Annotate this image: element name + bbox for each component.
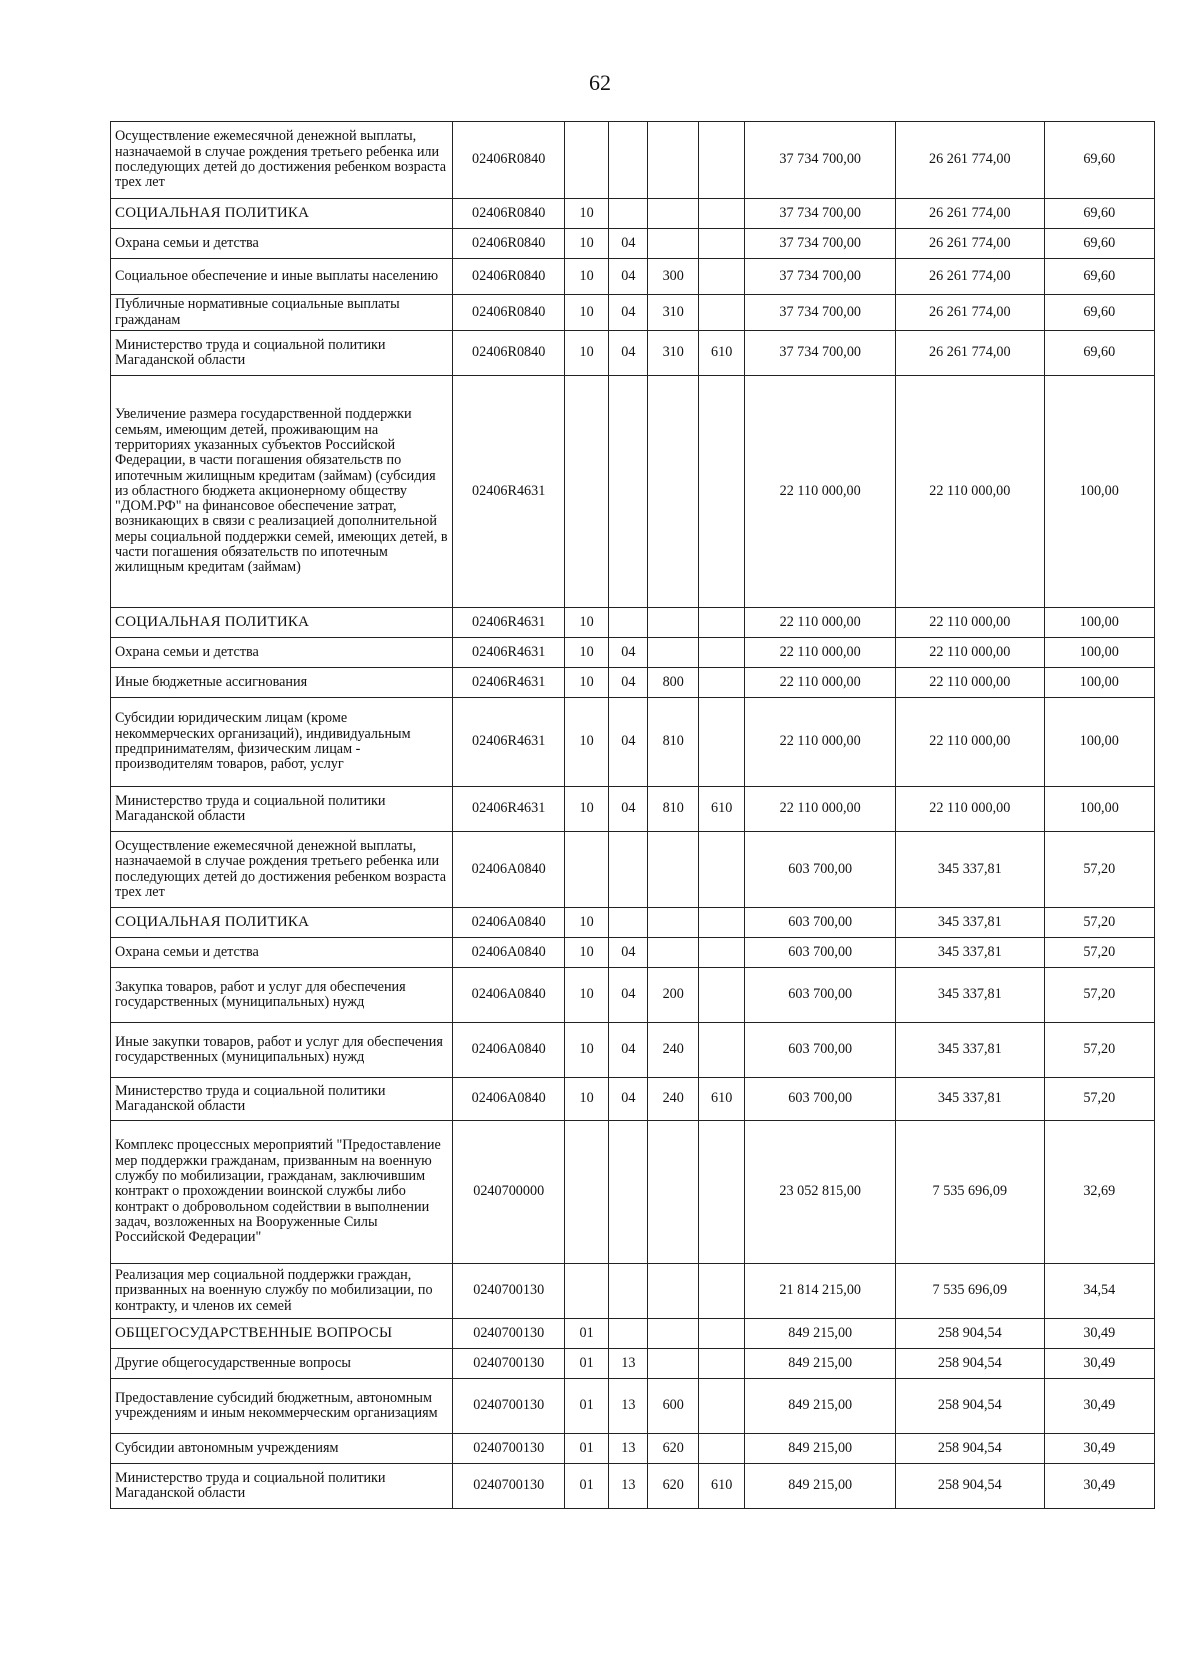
planned-amount: 849 215,00 [745, 1379, 896, 1434]
section-code [564, 376, 608, 608]
executed-amount: 258 904,54 [896, 1349, 1045, 1379]
subsection-code [609, 122, 648, 199]
execution-percent: 100,00 [1044, 608, 1154, 638]
executed-amount: 7 535 696,09 [896, 1121, 1045, 1264]
expense-type-code [648, 199, 699, 229]
execution-percent: 30,49 [1044, 1464, 1154, 1509]
expense-type-code [648, 638, 699, 668]
planned-amount: 37 734 700,00 [745, 259, 896, 295]
table-body [111, 122, 1155, 1509]
executed-amount: 345 337,81 [896, 968, 1045, 1023]
target-article-code: 02406R4631 [453, 668, 564, 698]
row-name-cell: Охрана семьи и детства [111, 229, 453, 259]
target-article-code: 02406A0840 [453, 832, 564, 908]
expense-type-code [648, 1349, 699, 1379]
subsection-code: 04 [609, 787, 648, 832]
target-article-code: 0240700000 [453, 1121, 564, 1264]
administrator-code [698, 1121, 744, 1264]
subsection-code: 04 [609, 638, 648, 668]
expense-type-code: 310 [648, 295, 699, 331]
subsection-code [609, 376, 648, 608]
execution-percent: 69,60 [1044, 295, 1154, 331]
subsection-code: 04 [609, 295, 648, 331]
target-article-code: 02406R0840 [453, 199, 564, 229]
section-code: 01 [564, 1319, 608, 1349]
section-code: 10 [564, 938, 608, 968]
section-code: 10 [564, 1023, 608, 1078]
subsection-code [609, 608, 648, 638]
table-row [111, 122, 1155, 199]
page-number: 62 [589, 70, 611, 95]
row-name-cell: Субсидии автономным учреждениям [111, 1434, 453, 1464]
expense-type-code: 200 [648, 968, 699, 1023]
expense-type-code [648, 122, 699, 199]
table-row [111, 229, 1155, 259]
section-code: 10 [564, 229, 608, 259]
planned-amount: 603 700,00 [745, 832, 896, 908]
section-code: 01 [564, 1464, 608, 1509]
expense-type-code [648, 1121, 699, 1264]
planned-amount: 603 700,00 [745, 968, 896, 1023]
subsection-code [609, 199, 648, 229]
subsection-code: 13 [609, 1379, 648, 1434]
section-code: 10 [564, 1078, 608, 1121]
expense-type-code: 600 [648, 1379, 699, 1434]
section-code: 10 [564, 295, 608, 331]
executed-amount: 26 261 774,00 [896, 229, 1045, 259]
section-code [564, 832, 608, 908]
row-name-cell: Министерство труда и социальной политики Магаданской области [111, 1464, 453, 1509]
subsection-code [609, 908, 648, 938]
target-article-code: 02406R0840 [453, 259, 564, 295]
execution-percent: 30,49 [1044, 1379, 1154, 1434]
subsection-code: 04 [609, 938, 648, 968]
expense-type-code: 620 [648, 1464, 699, 1509]
section-code: 10 [564, 968, 608, 1023]
executed-amount: 22 110 000,00 [896, 608, 1045, 638]
subsection-code: 13 [609, 1434, 648, 1464]
execution-percent: 57,20 [1044, 1078, 1154, 1121]
planned-amount: 21 814 215,00 [745, 1264, 896, 1319]
subsection-code: 04 [609, 259, 648, 295]
target-article-code: 02406R4631 [453, 638, 564, 668]
executed-amount: 258 904,54 [896, 1464, 1045, 1509]
administrator-code [698, 1379, 744, 1434]
row-name-cell: Закупка товаров, работ и услуг для обеспечения государственных (муниципальных) нужд [111, 968, 453, 1023]
row-name-cell: СОЦИАЛЬНАЯ ПОЛИТИКА [111, 199, 453, 229]
table-row [111, 832, 1155, 908]
row-name-cell: Иные закупки товаров, работ и услуг для обеспечения государственных (муниципальных) нужд [111, 1023, 453, 1078]
section-code: 10 [564, 199, 608, 229]
execution-percent: 57,20 [1044, 832, 1154, 908]
section-code: 01 [564, 1379, 608, 1434]
table-row [111, 787, 1155, 832]
planned-amount: 22 110 000,00 [745, 376, 896, 608]
execution-percent: 69,60 [1044, 331, 1154, 376]
planned-amount: 37 734 700,00 [745, 295, 896, 331]
row-name-cell: Другие общегосударственные вопросы [111, 1349, 453, 1379]
planned-amount: 22 110 000,00 [745, 638, 896, 668]
planned-amount: 22 110 000,00 [745, 668, 896, 698]
executed-amount: 26 261 774,00 [896, 122, 1045, 199]
administrator-code [698, 199, 744, 229]
expense-type-code [648, 832, 699, 908]
administrator-code [698, 968, 744, 1023]
execution-percent: 100,00 [1044, 698, 1154, 787]
subsection-code [609, 832, 648, 908]
table-row [111, 1464, 1155, 1509]
row-name-cell: Осуществление ежемесячной денежной выплаты, назначаемой в случае рождения третьего ребенка или последующих детей до достижения ребенком возраста трех лет [111, 122, 453, 199]
expense-type-code [648, 908, 699, 938]
subsection-code: 04 [609, 1078, 648, 1121]
executed-amount: 345 337,81 [896, 938, 1045, 968]
expense-type-code: 310 [648, 331, 699, 376]
subsection-code: 13 [609, 1464, 648, 1509]
administrator-code: 610 [698, 1078, 744, 1121]
expense-type-code [648, 1319, 699, 1349]
executed-amount: 345 337,81 [896, 1023, 1045, 1078]
execution-percent: 57,20 [1044, 908, 1154, 938]
expense-type-code [648, 376, 699, 608]
table-row [111, 968, 1155, 1023]
administrator-code [698, 698, 744, 787]
target-article-code: 02406R0840 [453, 295, 564, 331]
administrator-code [698, 608, 744, 638]
target-article-code: 0240700130 [453, 1264, 564, 1319]
execution-percent: 100,00 [1044, 787, 1154, 832]
executed-amount: 258 904,54 [896, 1319, 1045, 1349]
execution-percent: 32,69 [1044, 1121, 1154, 1264]
planned-amount: 603 700,00 [745, 1078, 896, 1121]
administrator-code: 610 [698, 331, 744, 376]
table-row [111, 295, 1155, 331]
administrator-code [698, 229, 744, 259]
row-name-cell: Социальное обеспечение и иные выплаты населению [111, 259, 453, 295]
table-row [111, 1078, 1155, 1121]
administrator-code [698, 1434, 744, 1464]
row-name-cell: ОБЩЕГОСУДАРСТВЕННЫЕ ВОПРОСЫ [111, 1319, 453, 1349]
execution-percent: 100,00 [1044, 638, 1154, 668]
section-code [564, 1264, 608, 1319]
execution-percent: 30,49 [1044, 1434, 1154, 1464]
row-name-cell: Министерство труда и социальной политики Магаданской области [111, 787, 453, 832]
administrator-code [698, 1349, 744, 1379]
section-code: 10 [564, 638, 608, 668]
row-name-cell: Иные бюджетные ассигнования [111, 668, 453, 698]
administrator-code [698, 638, 744, 668]
execution-percent: 57,20 [1044, 938, 1154, 968]
row-name-cell: Министерство труда и социальной политики Магаданской области [111, 1078, 453, 1121]
target-article-code: 02406R0840 [453, 122, 564, 199]
planned-amount: 22 110 000,00 [745, 787, 896, 832]
section-code: 01 [564, 1434, 608, 1464]
table-row [111, 1121, 1155, 1264]
executed-amount: 22 110 000,00 [896, 376, 1045, 608]
target-article-code: 02406A0840 [453, 968, 564, 1023]
execution-percent: 69,60 [1044, 229, 1154, 259]
administrator-code [698, 938, 744, 968]
row-name-cell: Осуществление ежемесячной денежной выплаты, назначаемой в случае рождения третьего ребенка или последующих детей до достижения ребенком возраста трех лет [111, 832, 453, 908]
row-name-cell: Охрана семьи и детства [111, 938, 453, 968]
subsection-code: 13 [609, 1349, 648, 1379]
row-name-cell: Реализация мер социальной поддержки граждан, призванных на военную службу по мобилизации, по контракту, и членов их семей [111, 1264, 453, 1319]
planned-amount: 849 215,00 [745, 1319, 896, 1349]
section-code: 10 [564, 668, 608, 698]
table-row [111, 1434, 1155, 1464]
expense-type-code: 240 [648, 1023, 699, 1078]
planned-amount: 603 700,00 [745, 1023, 896, 1078]
administrator-code [698, 908, 744, 938]
target-article-code: 0240700130 [453, 1379, 564, 1434]
target-article-code: 02406R4631 [453, 787, 564, 832]
section-code: 10 [564, 787, 608, 832]
target-article-code: 0240700130 [453, 1464, 564, 1509]
executed-amount: 26 261 774,00 [896, 295, 1045, 331]
target-article-code: 02406A0840 [453, 1023, 564, 1078]
executed-amount: 26 261 774,00 [896, 259, 1045, 295]
executed-amount: 345 337,81 [896, 1078, 1045, 1121]
target-article-code: 02406R4631 [453, 698, 564, 787]
planned-amount: 849 215,00 [745, 1464, 896, 1509]
expense-type-code: 240 [648, 1078, 699, 1121]
table-row [111, 1379, 1155, 1434]
table-row [111, 668, 1155, 698]
subsection-code: 04 [609, 1023, 648, 1078]
table-row [111, 908, 1155, 938]
table-row [111, 259, 1155, 295]
target-article-code: 0240700130 [453, 1319, 564, 1349]
subsection-code: 04 [609, 229, 648, 259]
executed-amount: 22 110 000,00 [896, 787, 1045, 832]
planned-amount: 849 215,00 [745, 1349, 896, 1379]
table-row [111, 1319, 1155, 1349]
administrator-code [698, 259, 744, 295]
executed-amount: 26 261 774,00 [896, 331, 1045, 376]
subsection-code: 04 [609, 668, 648, 698]
planned-amount: 849 215,00 [745, 1434, 896, 1464]
executed-amount: 22 110 000,00 [896, 698, 1045, 787]
planned-amount: 37 734 700,00 [745, 199, 896, 229]
administrator-code [698, 1319, 744, 1349]
administrator-code [698, 1023, 744, 1078]
expense-type-code [648, 938, 699, 968]
row-name-cell: Предоставление субсидий бюджетным, автономным учреждениям и иным некоммерческим организациям [111, 1379, 453, 1434]
execution-percent: 30,49 [1044, 1319, 1154, 1349]
expense-type-code: 300 [648, 259, 699, 295]
planned-amount: 37 734 700,00 [745, 331, 896, 376]
administrator-code [698, 1264, 744, 1319]
table-row [111, 1349, 1155, 1379]
expense-type-code: 810 [648, 698, 699, 787]
row-name-cell: Министерство труда и социальной политики Магаданской области [111, 331, 453, 376]
subsection-code [609, 1121, 648, 1264]
administrator-code: 610 [698, 787, 744, 832]
execution-percent: 57,20 [1044, 968, 1154, 1023]
execution-percent: 57,20 [1044, 1023, 1154, 1078]
table-row [111, 1264, 1155, 1319]
expense-type-code: 800 [648, 668, 699, 698]
subsection-code [609, 1264, 648, 1319]
execution-percent: 100,00 [1044, 668, 1154, 698]
target-article-code: 02406A0840 [453, 908, 564, 938]
row-name-cell: СОЦИАЛЬНАЯ ПОЛИТИКА [111, 608, 453, 638]
planned-amount: 22 110 000,00 [745, 608, 896, 638]
row-name-cell: Охрана семьи и детства [111, 638, 453, 668]
executed-amount: 345 337,81 [896, 908, 1045, 938]
budget-table [110, 121, 1155, 1509]
section-code [564, 122, 608, 199]
table-row [111, 938, 1155, 968]
section-code: 10 [564, 908, 608, 938]
administrator-code [698, 122, 744, 199]
row-name-cell: Комплекс процессных мероприятий "Предоставление мер поддержки гражданам, призванным на военную службу по мобилизации, гражданам, заключившим контракт о прохождении воинской службы либо контракт о добровольном содействии в выполнении задач, возложенных на Вооруженные Силы Российской Федерации" [111, 1121, 453, 1264]
subsection-code: 04 [609, 698, 648, 787]
section-code: 10 [564, 608, 608, 638]
executed-amount: 258 904,54 [896, 1434, 1045, 1464]
planned-amount: 23 052 815,00 [745, 1121, 896, 1264]
administrator-code [698, 376, 744, 608]
administrator-code [698, 668, 744, 698]
table-row [111, 199, 1155, 229]
row-name-cell: СОЦИАЛЬНАЯ ПОЛИТИКА [111, 908, 453, 938]
expense-type-code [648, 608, 699, 638]
target-article-code: 02406R0840 [453, 331, 564, 376]
table-row [111, 638, 1155, 668]
target-article-code: 0240700130 [453, 1349, 564, 1379]
planned-amount: 22 110 000,00 [745, 698, 896, 787]
target-article-code: 02406R4631 [453, 376, 564, 608]
executed-amount: 26 261 774,00 [896, 199, 1045, 229]
row-name-cell: Увеличение размера государственной поддержки семьям, имеющим детей, проживающим на территориях указанных субъектов Российской Федерации, в части погашения обязательств по ипотечным жилищным кредитам (займам) (субсидия из областного бюджета акционерному обществу "ДОМ.РФ" на финансовое обеспечение затрат, возникающих в связи с реализацией дополнительной меры социальной поддержки семей, имеющих детей, в части погашения обязательств по ипотечным жилищным кредитам (займам) [111, 376, 453, 608]
planned-amount: 603 700,00 [745, 908, 896, 938]
executed-amount: 7 535 696,09 [896, 1264, 1045, 1319]
execution-percent: 69,60 [1044, 259, 1154, 295]
subsection-code: 04 [609, 968, 648, 1023]
planned-amount: 603 700,00 [745, 938, 896, 968]
planned-amount: 37 734 700,00 [745, 229, 896, 259]
target-article-code: 02406R4631 [453, 608, 564, 638]
executed-amount: 345 337,81 [896, 832, 1045, 908]
row-name-cell: Публичные нормативные социальные выплаты гражданам [111, 295, 453, 331]
target-article-code: 0240700130 [453, 1434, 564, 1464]
administrator-code [698, 295, 744, 331]
execution-percent: 100,00 [1044, 376, 1154, 608]
row-name-cell: Субсидии юридическим лицам (кроме некоммерческих организаций), индивидуальным предпринимателям, физическим лицам - производителям товаров, работ, услуг [111, 698, 453, 787]
expense-type-code: 810 [648, 787, 699, 832]
expense-type-code: 620 [648, 1434, 699, 1464]
target-article-code: 02406A0840 [453, 1078, 564, 1121]
executed-amount: 22 110 000,00 [896, 638, 1045, 668]
administrator-code: 610 [698, 1464, 744, 1509]
executed-amount: 22 110 000,00 [896, 668, 1045, 698]
target-article-code: 02406A0840 [453, 938, 564, 968]
section-code [564, 1121, 608, 1264]
administrator-code [698, 832, 744, 908]
subsection-code: 04 [609, 331, 648, 376]
section-code: 10 [564, 698, 608, 787]
table-row [111, 376, 1155, 608]
execution-percent: 30,49 [1044, 1349, 1154, 1379]
expense-type-code [648, 229, 699, 259]
execution-percent: 34,54 [1044, 1264, 1154, 1319]
target-article-code: 02406R0840 [453, 229, 564, 259]
planned-amount: 37 734 700,00 [745, 122, 896, 199]
section-code: 10 [564, 331, 608, 376]
section-code: 10 [564, 259, 608, 295]
table-row [111, 1023, 1155, 1078]
table-row [111, 331, 1155, 376]
section-code: 01 [564, 1349, 608, 1379]
execution-percent: 69,60 [1044, 199, 1154, 229]
table-row [111, 698, 1155, 787]
table-row [111, 608, 1155, 638]
executed-amount: 258 904,54 [896, 1379, 1045, 1434]
subsection-code [609, 1319, 648, 1349]
expense-type-code [648, 1264, 699, 1319]
execution-percent: 69,60 [1044, 122, 1154, 199]
